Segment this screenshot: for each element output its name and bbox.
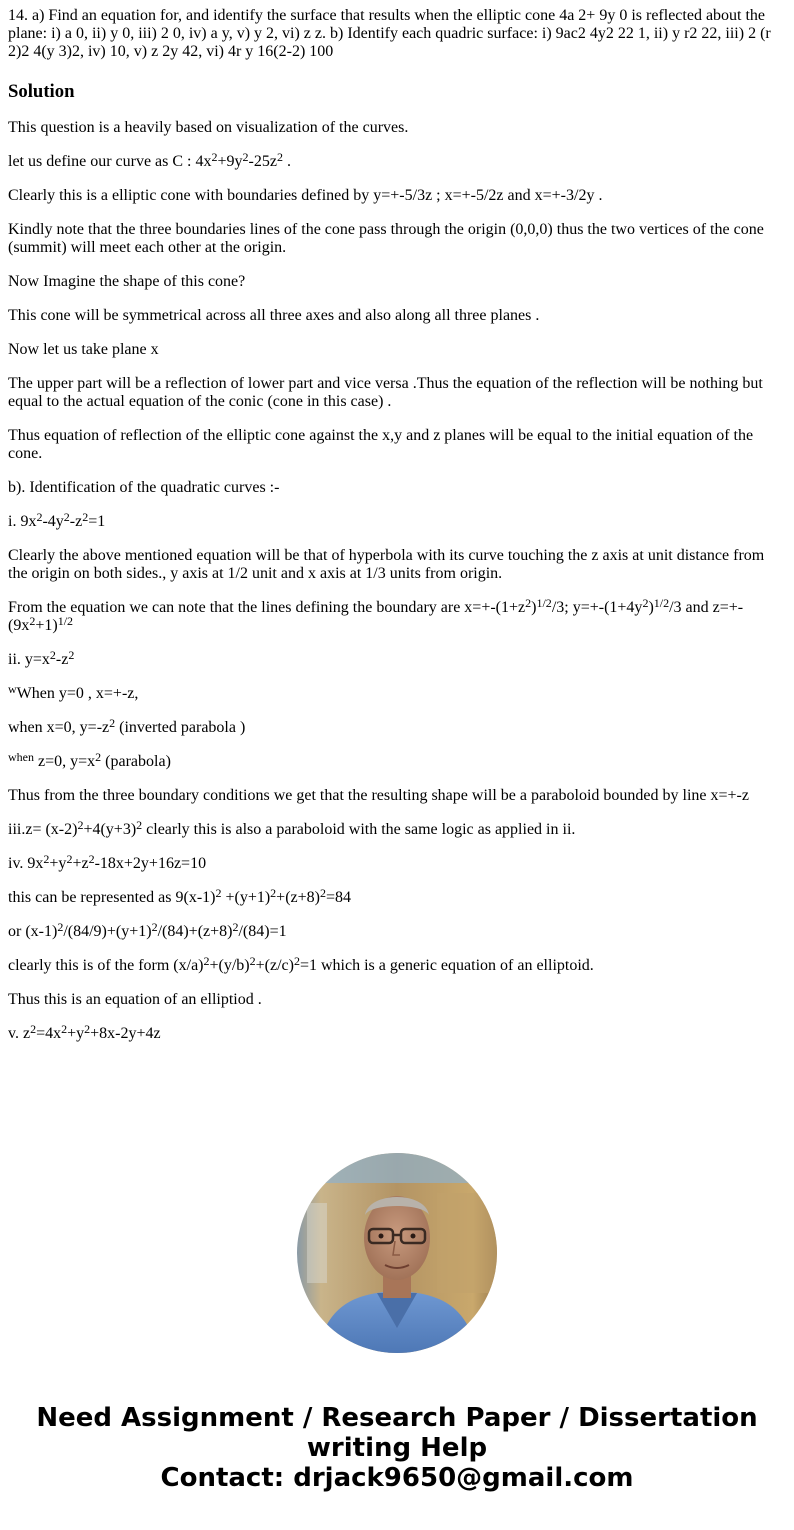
person-portrait-icon <box>297 1153 497 1353</box>
paragraph-paraboloid: Thus from the three boundary conditions we get that the resulting shape will be a paraboloid bounded by line x=+-z <box>8 787 749 804</box>
paragraph-reflection-equation: Thus equation of reflection of the elliptic cone against the x,y and z planes will be equal to the initial equation of the cone. <box>8 427 754 462</box>
paragraph-represented: this can be represented as $9(x-1)^2 +(y+1)^2+(z+8)^2=84$ <box>8 886 352 906</box>
help-banner-line-2: writing Help <box>306 1433 488 1463</box>
paragraph-boundaries: Clearly this is a elliptic cone with boundaries defined by y=+-5/3z ; x=+-5/2z and x=+-3/2y . <box>8 187 603 204</box>
contact-email: Contact: drjack9650@gmail.com <box>160 1463 634 1493</box>
paragraph-define-curve: let us define our curve as C : $4x^2+9y^2-25z^2$ . <box>8 150 291 170</box>
author-photo <box>297 1153 497 1353</box>
paragraph-when-y0: $^w$When y=0 , x=+-z, <box>8 682 139 702</box>
paragraph-intro: This question is a heavily based on visualization of the curves. <box>8 119 409 136</box>
paragraph-equation-iv: iv. $9x^2+y^2+z^2-18x+2y+16z=10$ <box>8 852 207 872</box>
question-text: 14. a) Find an equation for, and identify the surface that results when the elliptic cone 4a 2+ 9y 0 is reflected about the plane: i) a 0, ii) y 0, iii) 2 0, iv) a y, v) y 2, vi) z z. b) Identify each quadric surface: i) 9ac2 4y2 22 1, ii) y r2 22, iii) 2 (r 2)2 4(y 3)2, iv) 10, v) z 2y 42, vi) 4r y 16(2-2) 100 <box>8 7 771 60</box>
paragraph-normalized: or $(x-1)^2/(84/9)+(y+1)^2/(84)+(z+8)^2/(84)=1$ <box>8 920 287 940</box>
solution-document <box>8 7 786 1043</box>
paragraph-when-x0: when x=0, $y=-z^2$ (inverted parabola ) <box>8 716 246 736</box>
help-banner <box>0 1403 794 1493</box>
paragraph-hyperbola: Clearly the above mentioned equation will be that of hyperbola with its curve touching the z axis at unit distance from the origin on both sides., y axis at 1/2 unit and x axis at 1/3 units from origin. <box>8 547 765 582</box>
paragraph-origin: Kindly note that the three boundaries lines of the cone pass through the origin (0,0,0) thus the two vertices of the cone (summit) will meet each other at the origin. <box>8 221 764 256</box>
paragraph-equation-ii: ii. $y=x^2-z^2$ <box>8 648 75 668</box>
paragraph-generic-form: clearly this is of the form $(x/a)^2+(y/b)^2+(z/c)^2=1$ which is a generic equation of an elliptoid. <box>8 954 594 974</box>
paragraph-symmetry: This cone will be symmetrical across all three axes and also along all three planes . <box>8 307 540 324</box>
author-avatar <box>297 1153 497 1353</box>
paragraph-reflection: The upper part will be a reflection of lower part and vice versa .Thus the equation of the reflection will be nothing but equal to the actual equation of the conic (cone in this case) . <box>8 375 763 410</box>
help-banner-line-1: Need Assignment / Research Paper / Dissertation <box>36 1403 758 1433</box>
solution-heading: Solution <box>8 81 75 102</box>
paragraph-when-z0: $^{when}$ z=0, $y=x^2$ (parabola) <box>8 750 171 770</box>
paragraph-boundary-lines: From the equation we can note that the lines defining the boundary are $x=+-(1+z^2)^{1/2}/3$; $y=+-(1+4y^2)^{1/2}/3$ and $z=+-(9x^2+1)^{1/2}$ <box>8 596 744 634</box>
paragraph-ellipsoid: Thus this is an equation of an elliptiod . <box>8 991 262 1008</box>
paragraph-plane-x: Now let us take plane x <box>8 341 159 358</box>
paragraph-equation-iii: $iii.z= (x-2)^2+4(y+3)^2$ clearly this is also a paraboloid with the same logic as applied in ii. <box>8 818 576 838</box>
paragraph-equation-i: i. $9x^2-4y^2-z^2=1$ <box>8 510 106 530</box>
paragraph-part-b: b). Identification of the quadratic curves :- <box>8 479 280 496</box>
paragraph-equation-v: v. $z^2=4x^2+y^2+8x-2y+4z$ <box>8 1022 161 1042</box>
paragraph-imagine: Now Imagine the shape of this cone? <box>8 273 246 290</box>
